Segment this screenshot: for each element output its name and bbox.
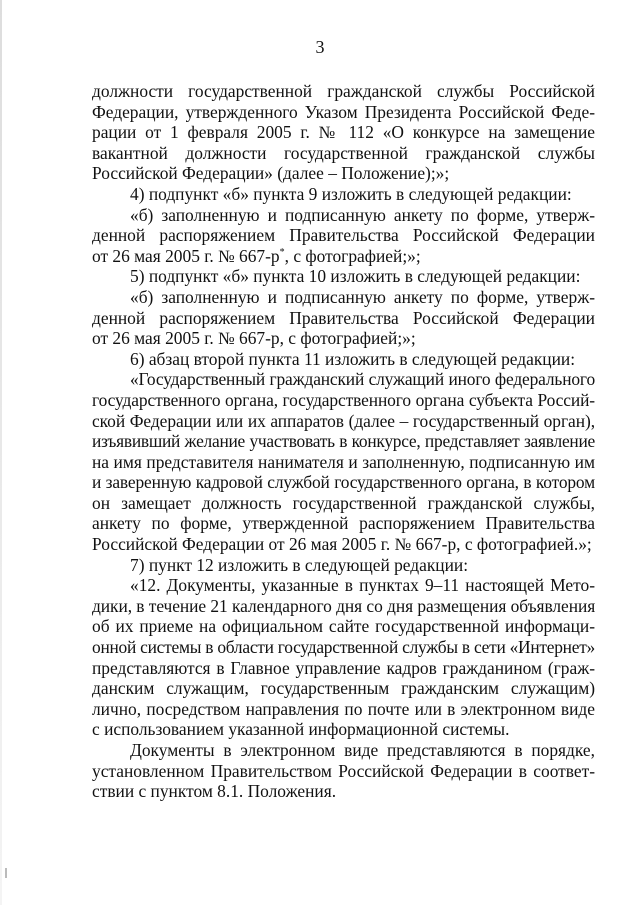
text-line <box>92 122 595 143</box>
text-line-content: «б) заполненную и подписанную анкету по форме, утверж- <box>130 286 595 307</box>
text-line-content: «12. Документы, указанные в пунктах 9–11 настоящей Мето- <box>130 575 595 596</box>
text-line-content: «Государственный гражданский служащий иного федерального <box>130 369 595 390</box>
text-line <box>92 349 595 370</box>
text-line-content: ствии с пунктом 8.1. Положения. <box>92 781 337 802</box>
text-line <box>92 472 595 493</box>
text-line <box>92 493 595 514</box>
text-line <box>92 431 595 452</box>
document-body <box>92 81 595 802</box>
text-line <box>92 452 595 473</box>
text-line-content: государственного органа, государственного органа субъекта Россий- <box>92 389 595 410</box>
text-line-content: рации от 1 февраля 2005 г. № 112 «О конкурсе на замещение <box>92 122 595 143</box>
scan-edge-shadow <box>0 0 2 905</box>
text-line-content: вакантной должности государственной гражданской службы <box>92 142 595 163</box>
text-line-content: онной системы в области государственной службы в сети «Интернет» <box>92 637 595 658</box>
text-line-content: с использованием указанной информационной системы. <box>92 719 510 740</box>
text-line-content: от 26 мая 2005 г. № 667-р <box>92 245 280 266</box>
text-line-content: денной распоряжением Правительства Российской Федерации <box>92 307 595 328</box>
scan-artifact <box>5 868 7 878</box>
text-line-content: должности государственной гражданской службы Российской <box>92 81 595 101</box>
text-line-content: 5) подпункт «б» пункта 10 изложить в следующей редакции: <box>130 266 581 287</box>
text-line <box>92 369 595 390</box>
text-line-content: от 26 мая 2005 г. № 667-р, с фотографией;»; <box>92 328 416 349</box>
text-line-content: Российской Федерации от 26 мая 2005 г. № 667-р, с фотографией.»; <box>92 534 592 555</box>
text-line <box>92 246 595 267</box>
text-line <box>92 637 595 658</box>
text-line <box>92 287 595 308</box>
text-line-content: лично, посредством направления по почте или в электронном виде <box>92 698 595 719</box>
footnote-marker: * <box>279 246 285 258</box>
text-line-content: «б) заполненную и подписанную анкету по форме, утверж- <box>130 204 595 225</box>
text-line-content: денной распоряжением Правительства Российской Федерации <box>92 225 595 246</box>
text-line-content: представляются в Главное управление кадров гражданином (граж- <box>92 657 595 678</box>
text-line-content: Документы в электронном виде представляются в порядке, <box>130 740 595 760</box>
text-line <box>92 390 595 411</box>
text-line-content: на имя представителя нанимателя и заполненную, подписанную им <box>92 451 595 472</box>
text-line-content: 7) пункт 12 изложить в следующей редакции: <box>130 554 469 575</box>
text-line <box>92 308 595 329</box>
text-line <box>92 328 595 349</box>
text-line <box>92 596 595 617</box>
text-line <box>92 616 595 637</box>
text-line <box>92 266 595 287</box>
text-line <box>92 143 595 164</box>
text-line <box>92 411 595 432</box>
text-line-content: Российской Федерации» (далее – Положение);»; <box>92 163 450 184</box>
text-line <box>92 225 595 246</box>
text-line-content: дики, в течение 21 календарного дня со дня размещения объявления <box>92 595 596 616</box>
text-line-content: и заверенную кадровой службой государственного органа, в котором <box>92 472 595 493</box>
text-line-content: анкету по форме, утвержденной распоряжением Правительства <box>92 513 595 534</box>
text-line-content: 4) подпункт «б» пункта 9 изложить в следующей редакции: <box>130 183 572 204</box>
text-line <box>92 781 595 802</box>
text-line-content: 6) абзац второй пункта 11 изложить в следующей редакции: <box>130 348 576 369</box>
text-line-content: установленном Правительством Российской Федерации в соответ- <box>92 760 595 781</box>
text-line <box>92 678 595 699</box>
text-line <box>92 513 595 534</box>
text-line <box>92 658 595 679</box>
text-line <box>92 575 595 596</box>
text-line <box>92 102 595 123</box>
text-line-tail: , с фотографией;»; <box>284 245 421 266</box>
text-line <box>92 699 595 720</box>
text-line <box>92 184 595 205</box>
page-number: 3 <box>315 37 325 57</box>
text-line-content: ской Федерации или их аппаратов (далее – государственный орган), <box>92 410 595 431</box>
text-line <box>92 740 595 761</box>
text-line <box>92 534 595 555</box>
text-line-content: Федерации, утвержденного Указом Президента Российской Феде- <box>92 101 595 122</box>
text-line <box>92 205 595 226</box>
text-line-content: данским служащим, государственным гражданским служащим) <box>92 678 595 699</box>
text-line-content: он замещает должность государственной гражданской службы, <box>92 492 595 513</box>
text-line-content: изъявивший желание участвовать в конкурсе, представляет заявление <box>92 431 595 452</box>
text-line <box>92 81 595 102</box>
text-line-content: об их приеме на официальном сайте государственной информаци- <box>92 616 595 637</box>
text-line <box>92 719 595 740</box>
text-line <box>92 555 595 576</box>
text-line <box>92 163 595 184</box>
text-line <box>92 761 595 782</box>
